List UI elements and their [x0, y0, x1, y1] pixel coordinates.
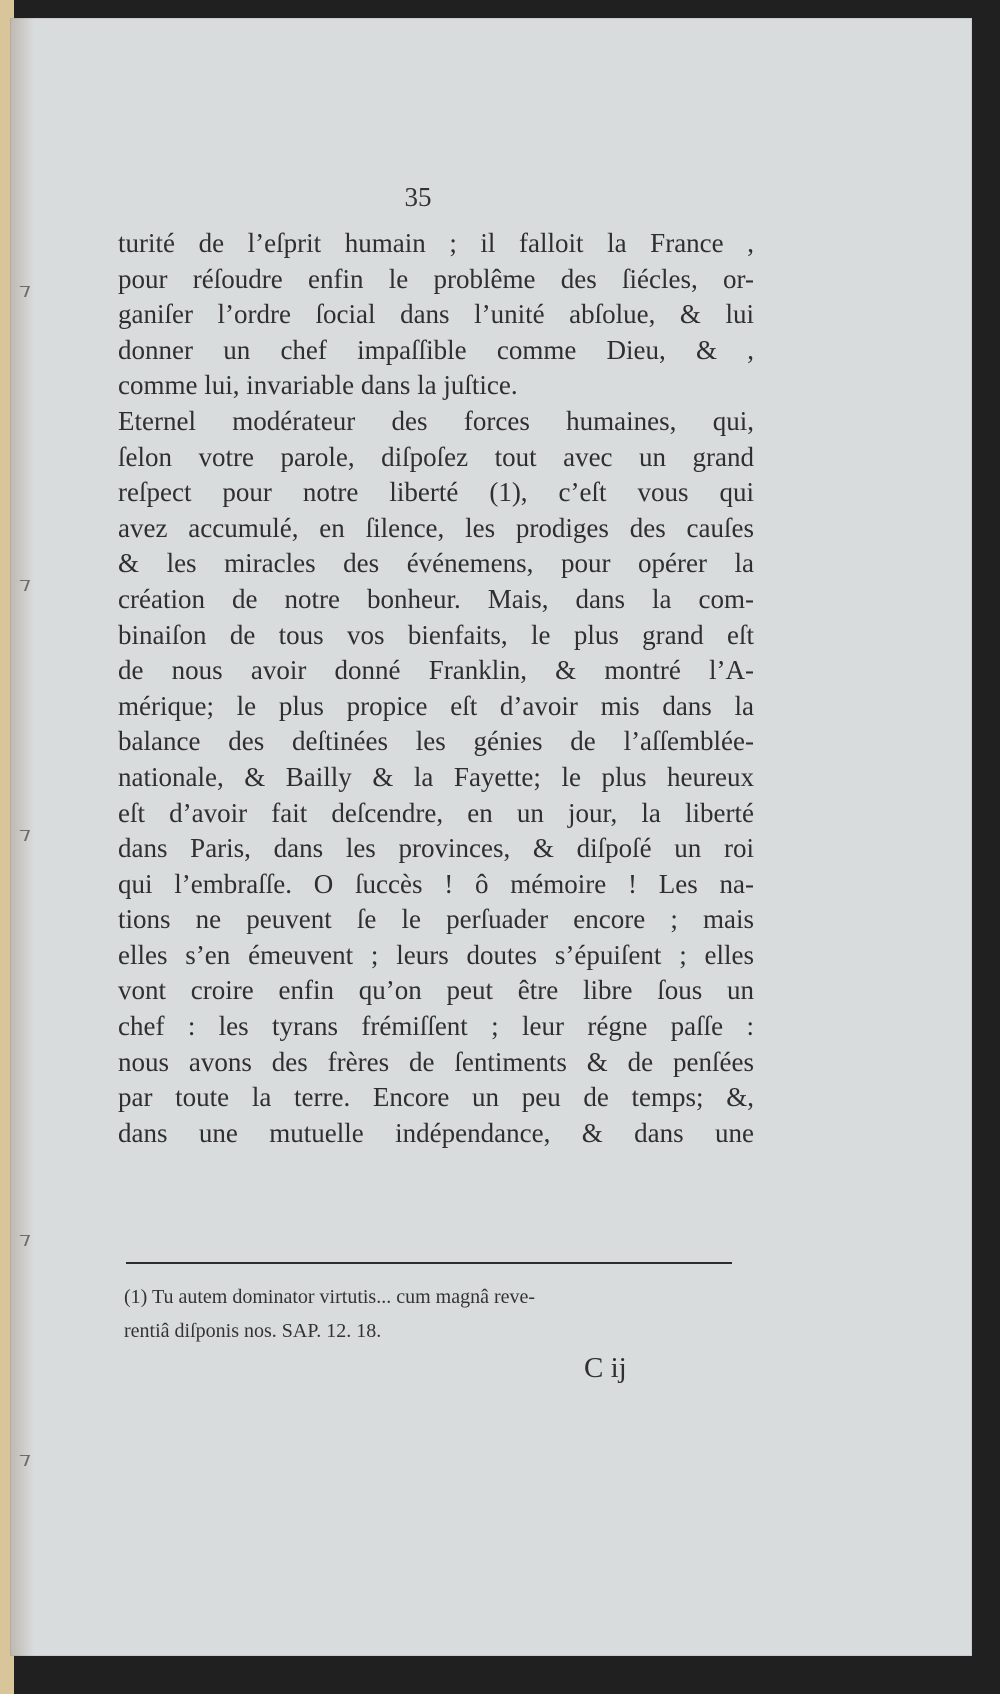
text-line: tions ne peuvent ſe le perſuader encore ; mais: [118, 904, 754, 935]
text-line: de nous avoir donné Franklin, & montré l’A-: [118, 655, 754, 686]
text-line: dans une mutuelle indépendance, & dans une: [118, 1117, 754, 1148]
body-text: [118, 226, 754, 1151]
text-line: comme lui, invariable dans la juſtice.: [118, 370, 518, 401]
text-line: Eternel modérateur des forces humaines, qui,: [118, 405, 754, 436]
text-line: turité de l’eſprit humain ; il falloit la France ,: [118, 228, 754, 258]
text-line: donner un chef impaſſible comme Dieu, & ,: [118, 334, 754, 365]
text-line: elles s’en émeuvent ; leurs doutes s’épuiſent ; elles: [118, 939, 754, 970]
footnote: [124, 1280, 734, 1348]
text-line: vont croire enfin qu’on peut être libre ſous un: [118, 975, 754, 1006]
text-line: mérique; le plus propice eſt d’avoir mis dans la: [118, 690, 754, 721]
text-line: par toute la terre. Encore un peu de temps; &,: [118, 1082, 754, 1113]
footnote-rule: [126, 1262, 732, 1264]
text-line: qui l’embraſſe. O ſuccès ! ô mémoire ! Les na-: [118, 868, 754, 899]
text-line: création de notre bonheur. Mais, dans la com-: [118, 583, 754, 614]
footnote-line: (1) Tu autem dominator virtutis... cum magnâ reve-: [124, 1286, 536, 1308]
text-line: binaiſon de tous vos bienfaits, le plus grand eſt: [118, 619, 754, 650]
text-line: eſt d’avoir fait deſcendre, en un jour, la liberté: [118, 797, 754, 828]
text-line: avez accumulé, en ſilence, les prodiges des cauſes: [118, 512, 754, 543]
text-line: chef : les tyrans frémiſſent ; leur régne paſſe :: [118, 1011, 754, 1042]
text-line: ſelon votre parole, diſpoſez tout avec un grand: [118, 441, 754, 472]
text-line: & les miracles des événemens, pour opérer la: [118, 548, 754, 579]
text-line: dans Paris, dans les provinces, & diſpoſé un roi: [118, 833, 754, 864]
footnote-line: rentiâ diſponis nos. SAP. 12. 18.: [124, 1320, 382, 1342]
text-line: nationale, & Bailly & la Fayette; le plus heureux: [118, 761, 754, 792]
page-number: 35: [404, 182, 432, 212]
signature-mark: C ij: [584, 1352, 627, 1384]
text-line: balance des deſtinées les génies de l’aſſemblée-: [118, 726, 754, 757]
text-line: nous avons des frères de ſentiments & de penſées: [118, 1046, 754, 1077]
text-line: pour réſoudre enfin le problême des ſiécles, or-: [118, 263, 754, 294]
text-line: ganiſer l’ordre ſocial dans l’unité abſolue, & lui: [118, 299, 754, 330]
text-line: reſpect pour notre liberté (1), c’eſt vous qui: [118, 477, 754, 508]
